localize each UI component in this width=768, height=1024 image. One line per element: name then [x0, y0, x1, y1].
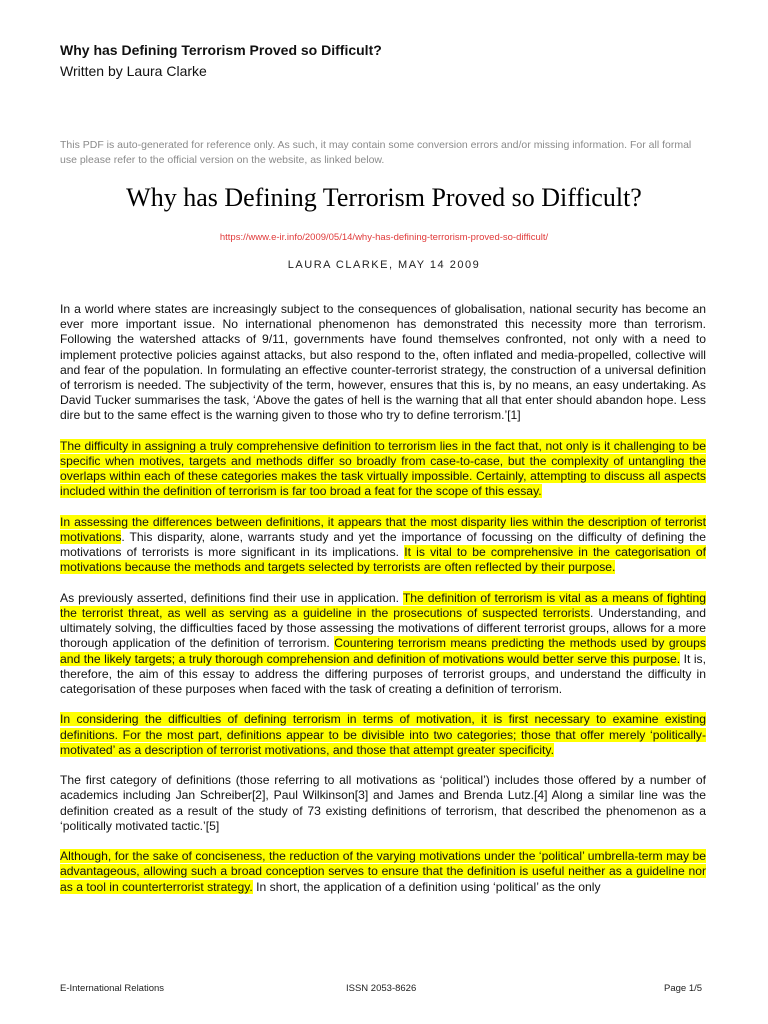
footer-page-number: Page 1/5 [664, 983, 703, 994]
body-paragraph [60, 591, 706, 697]
highlighted-text: The definition of terrorism is vital as a means of fighting the terrorist threat, as well as serving as a guideline in the prosecutions of suspected terrorists [60, 590, 706, 621]
highlighted-text: In considering the difficulties of defining terrorism in terms of motivation, it is first necessary to examine existing definitions. For the most part, definitions appear to be divisible into two categories; those that offer merely ‘politically-motivated’ as a description of terrorist motivations, and those that attempt greater specificity. [60, 712, 706, 757]
highlighted-text: Countering terrorism means predicting the methods used by groups and the likely targets; a truly thorough comprehension and definition of motivations would better serve this purpose. [60, 636, 707, 666]
body-paragraph [60, 302, 706, 424]
body-paragraph [60, 773, 706, 834]
article-url-link[interactable]: https://www.e-ir.info/2009/05/14/why-has-defining-terrorism-proved-so-difficult/ [219, 232, 549, 243]
body-paragraph [60, 515, 706, 576]
paragraph-text: The first category of definitions (those referring to all motivations as ‘political’) includes those offered by a number of academics including Jan Schreiber[2], Paul Wilkinson[3] and James and Brenda Lutz.[4] Along a similar line was the definition created as a result of the study of 73 existing definitions of terrorism, that described the phenomenon as a ‘politically motivated tactic.’[5] [60, 773, 706, 833]
paragraph-text: . This disparity, alone, warrants study and yet the importance of focussing on the difficulty of defining the motivations of terrorists is more significant in its implications. [60, 530, 706, 560]
disclaimer-note: This PDF is auto-generated for reference only. As such, it may contain some conversion errors and/or missing information. For all formal use please refer to the official version on the website, as linked below. [60, 139, 692, 166]
paragraph-text: As previously asserted, definitions find their use in application. [60, 590, 403, 605]
paragraph-text: In short, the application of a definition using ‘political’ as the only [252, 879, 601, 894]
highlighted-text: In assessing the differences between definitions, it appears that the most disparity lies within the description of terrorist motivations [60, 514, 706, 545]
body-paragraph [60, 712, 706, 758]
highlighted-text: It is vital to be comprehensive in the categorisation of motivations because the methods and targets selected by terrorists are often reflected by their purpose. [60, 545, 706, 575]
footer-issn: ISSN 2053-8626 [346, 983, 417, 994]
paragraph-text: In a world where states are increasingly subject to the consequences of globalisation, national security has become an ever more important issue. No international phenomenon has demonstrated this necessity more than terrorism. Following the watershed attacks of 9/11, governments have found themselves confronted, not only with a need to implement protective policies against attacks, but also respond to the, often inflated and media-propelled, collective will and fear of the population. In formulating an effective counter-terrorist strategy, the construction of a universal definition of terrorism is needed. The subjectivity of the term, however, ensures that this is, by no means, an easy undertaking. As David Tucker summarises the task, ‘Above the gates of hell is the warning that all that enter should abandon hope. Less dire but to the same effect is the warning given to those who try to define terrorism.’[1] [60, 302, 706, 423]
paragraph-text: It is, therefore, the aim of this essay to address the differing purposes of terrorist groups, and understand the difficulty in categorisation of these purposes when faced with the task of creating a definition of terrorism. [60, 651, 706, 697]
document-title: Why has Defining Terrorism Proved so Difficult? [60, 42, 382, 58]
body-paragraph [60, 439, 706, 500]
highlighted-text: Although, for the sake of conciseness, the reduction of the varying motivations under the ‘political’ umbrella-term may be advantageous, allowing such a broad conception serves to ensure that the definition is useful neither as a guideline nor as a tool in counterterrorist strategy. [60, 849, 706, 894]
footer-publisher: E-International Relations [60, 983, 165, 994]
document-author: Written by Laura Clarke [60, 63, 207, 79]
highlighted-text: The difficulty in assigning a truly comprehensive definition to terrorism lies in the fact that, not only is it challenging to be specific when motives, targets and methods differ so broadly from case-to-case, but the complexity of untangling the overlaps within each of these categories makes the task virtually impossible. Certainly, attempting to discuss all aspects included within the definition of terrorism is far too broad a feat for the scope of this essay. [60, 438, 706, 499]
body-paragraph [60, 849, 706, 895]
paragraph-text: . Understanding, and ultimately solving, the difficulties faced by those assessing the motivations of different terrorist groups, allows for a more thorough application of the definition of terrorism. [60, 606, 707, 651]
article-body [60, 302, 706, 910]
article-byline: LAURA CLARKE, MAY 14 2009 [287, 259, 481, 271]
article-title: Why has Defining Terrorism Proved so Difficult? [126, 183, 642, 212]
